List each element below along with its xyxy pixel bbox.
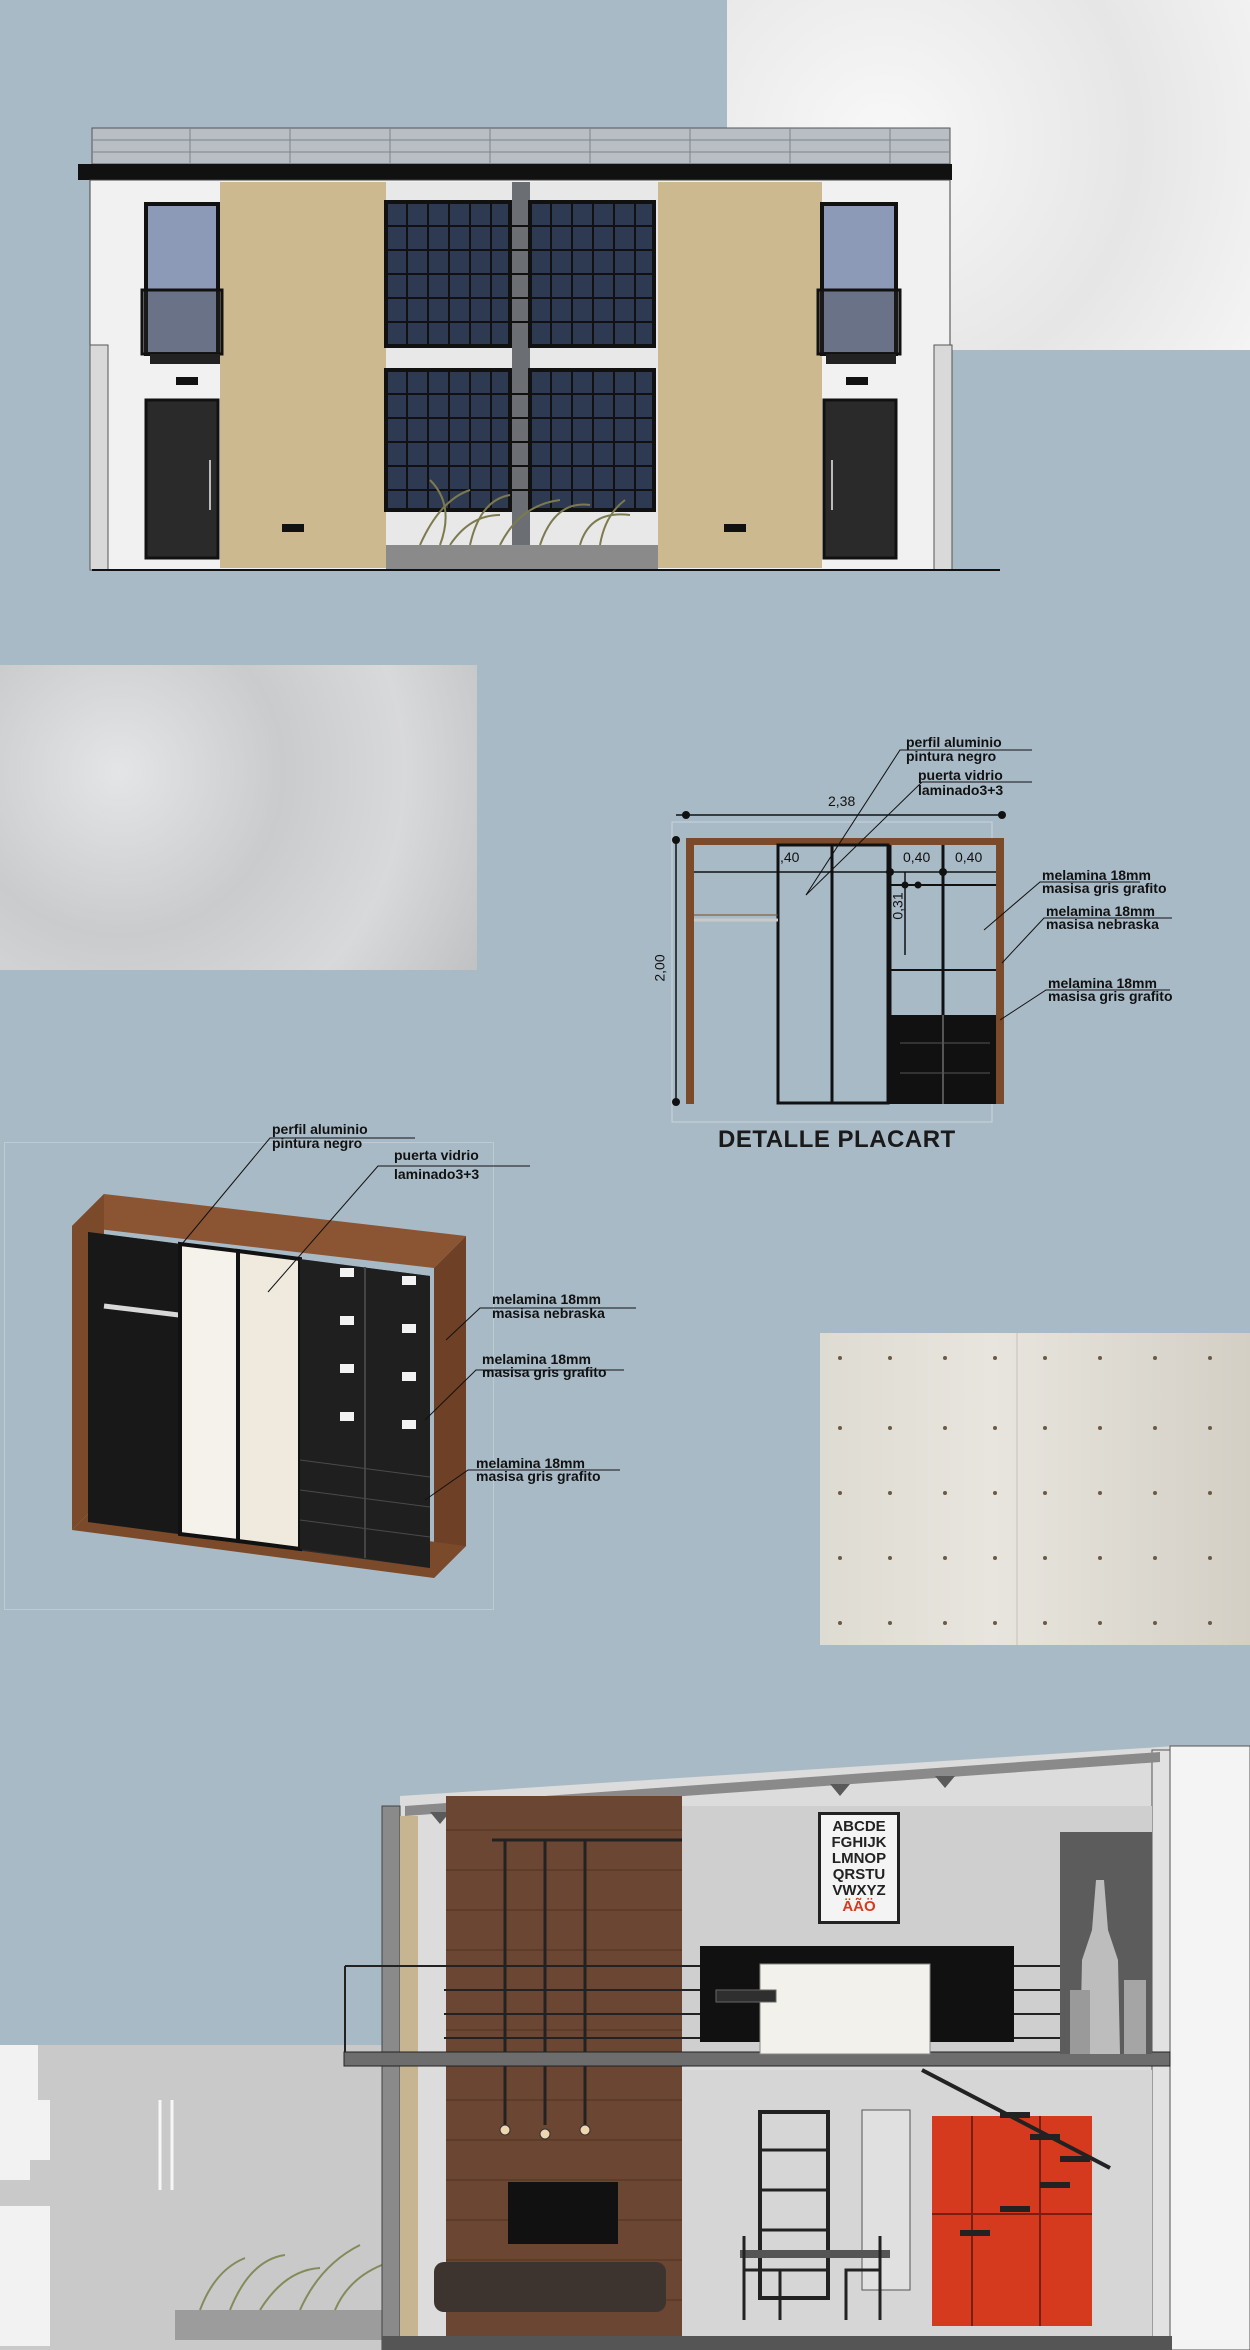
placart-shelf-height: 0,31 [889,892,906,920]
placart-label-melamina-1b: masisa gris grafito [1042,880,1167,896]
wardrobe-label-melamina-2b: masisa gris grafito [482,1364,607,1380]
wardrobe-label-melamina-1b: masisa nebraska [492,1305,605,1321]
wardrobe-label-puerta-2: laminado3+3 [394,1166,480,1182]
poster-row-1: ABCDE [832,1818,886,1835]
poster-row-6: ÄÃÖ [842,1898,876,1915]
placart-label-puerta-2: laminado3+3 [918,782,1004,798]
wardrobe-label-melamina-2a: melamina 18mm [482,1351,591,1367]
placart-total-height: 2,00 [651,954,668,982]
wardrobe-label-perfil-2: pintura negro [272,1135,363,1151]
placart-label-melamina-1a: melamina 18mm [1042,867,1151,883]
placart-label-melamina-3b: masisa gris grafito [1048,988,1173,1004]
wardrobe-label-melamina-3a: melamina 18mm [476,1455,585,1471]
placart-label-puerta-1: puerta vidrio [918,767,1003,783]
wardrobe-label-puerta-1: puerta vidrio [394,1147,479,1163]
placart-module-2-width: 0,40 [903,849,931,865]
placart-label-perfil-1: perfil aluminio [906,734,1002,750]
poster-row-2: FGHIJK [831,1834,887,1851]
placart-module-1-width: ,40 [780,849,800,865]
placart-label-melamina-2a: melamina 18mm [1046,903,1155,919]
poster-row-5: VWXYZ [832,1882,886,1899]
placart-label-perfil-2: pintura negro [906,748,997,764]
placart-detail-title: DETALLE PLACART [718,1126,956,1153]
wardrobe-label-melamina-1a: melamina 18mm [492,1291,601,1307]
wardrobe-label-melamina-3b: masisa gris grafito [476,1468,601,1484]
poster-row-4: QRSTU [832,1866,886,1883]
wardrobe-label-perfil-1: perfil aluminio [272,1121,368,1137]
placart-module-3-width: 0,40 [955,849,983,865]
placart-total-width: 2,38 [828,793,856,809]
placart-label-melamina-2b: masisa nebraska [1046,916,1159,932]
poster-row-3: LMNOP [831,1850,887,1867]
alphabet-poster [818,1812,900,1924]
placart-label-melamina-3a: melamina 18mm [1048,975,1157,991]
